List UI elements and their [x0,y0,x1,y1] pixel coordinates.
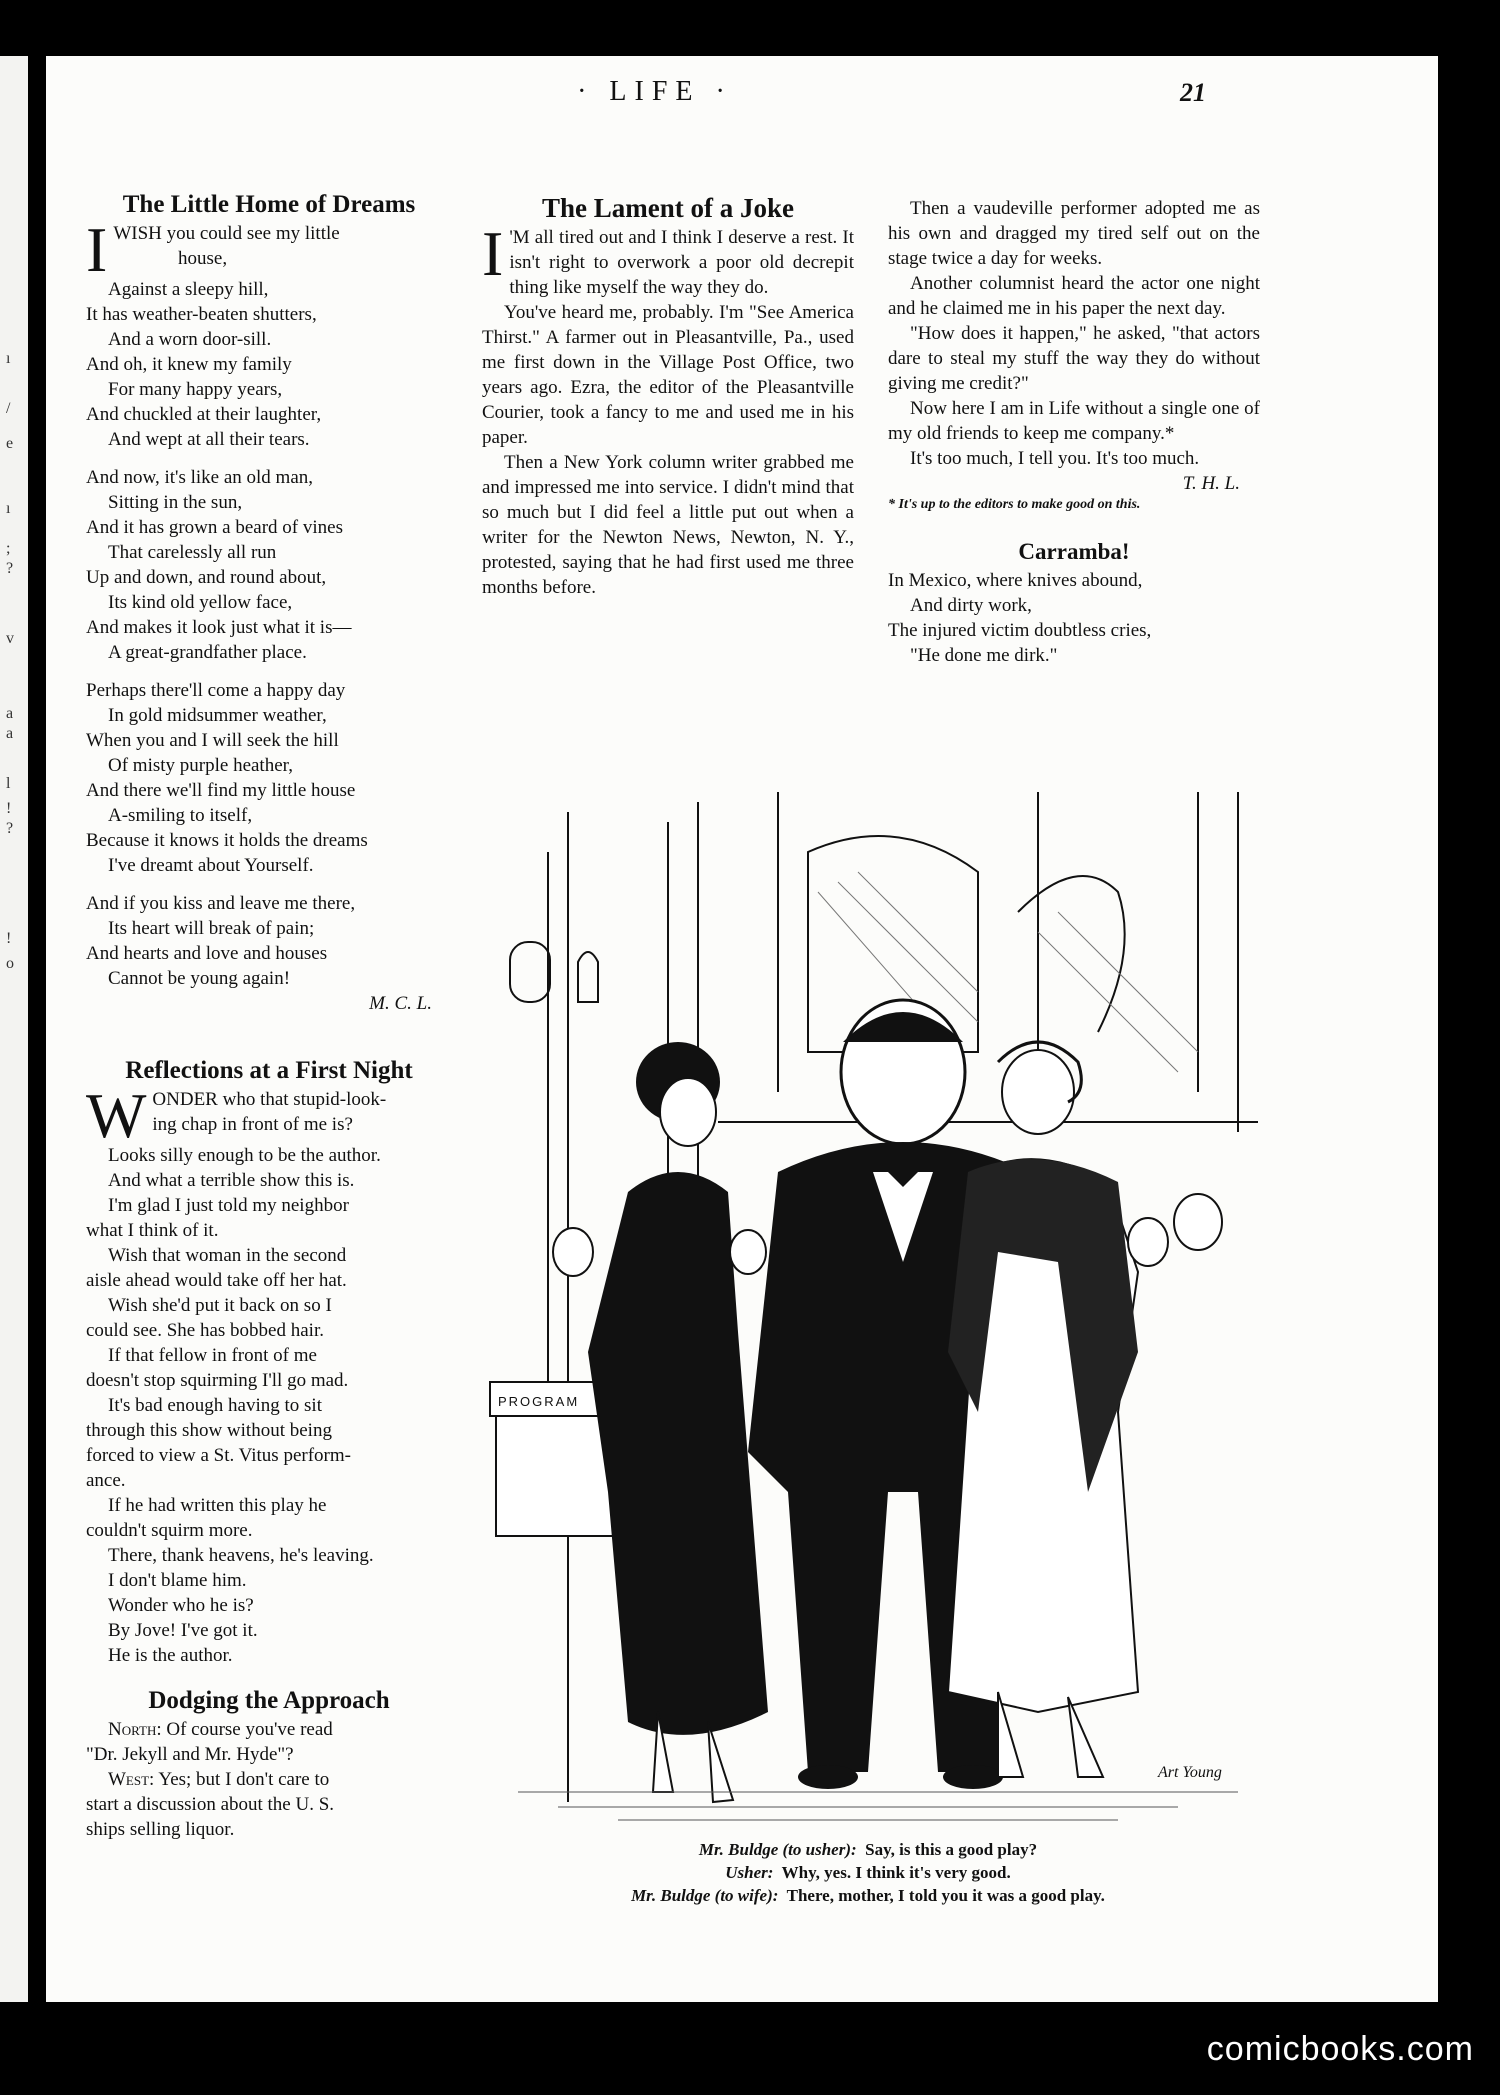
adjacent-page-strip [0,56,28,2002]
lament-paragraph: "How does it happen," he asked, "that actors dare to steal my stuff the way they do without giving me credit?" [888,323,1260,394]
text-line: And what a terrible show this is. [108,1170,355,1191]
cartoon-illustration [478,792,1258,1830]
caption-speaker: Mr. Buldge (to usher): [698,1840,857,1859]
text-line: ing chap in front of me is? [152,1114,353,1135]
page-number: 21 [1180,78,1206,107]
text-line: I don't blame him. [108,1570,247,1591]
poem-line: Its heart will break of pain; [108,918,315,939]
lament-title: The Lament of a Joke [542,193,794,223]
text-line: through this show without being [86,1420,332,1441]
poem-line: In gold midsummer weather, [108,705,327,726]
caption-speaker: Mr. Buldge (to wife): [631,1886,779,1905]
poem-line: Up and down, and round about, [86,567,327,588]
poem-line: And dirty work, [910,595,1032,616]
text-line: Of course you've read [166,1719,333,1740]
lament-paragraph: Now here I am in Life without a single one of my old friends to keep me company.* [888,398,1260,444]
caption-text: There, mother, I told you it was a good play. [786,1886,1105,1905]
poem-stanza-2 [86,465,452,665]
poem-line: "He done me dirk." [910,645,1058,666]
site-watermark: comicbooks.com [1206,2030,1474,2068]
text-line: start a discussion about the U. S. [86,1794,335,1815]
text-line: could see. She has bobbed hair. [86,1320,324,1341]
speaker-west: West: [108,1769,155,1790]
lament-paragraph: Another columnist heard the actor one night and he claimed me in his paper the next day. [888,273,1260,319]
text-line: ONDER who that stupid-look- [152,1089,387,1110]
caption-text: Why, yes. I think it's very good. [781,1863,1011,1882]
text-line: Wish she'd put it back on so I [108,1295,332,1316]
program-label: PROGRAM [498,1394,580,1409]
reflections-title: Reflections at a First Night [125,1057,413,1084]
caption-line [478,1861,1258,1884]
strip-char: ? [6,820,14,837]
strip-char: a [6,725,14,742]
carramba-title: Carramba! [1018,539,1130,564]
poem-line: Cannot be young again! [108,968,291,989]
poem-line: Of misty purple heather, [108,755,293,776]
poem-stanza-3 [86,678,452,878]
strip-char: ı [6,350,11,367]
poem-line: For many happy years, [108,379,283,400]
poem-line: A-smiling to itself, [108,805,253,826]
text-line: Looks silly enough to be the author. [108,1145,381,1166]
poem-line: Its kind old yellow face, [108,592,293,613]
poem-line: And now, it's like an old man, [86,467,313,488]
text-line: ance. [86,1470,126,1491]
poem-line: And chuckled at their laughter, [86,404,322,425]
caption-speaker: Usher: [725,1863,774,1882]
text-line: aisle ahead would take off her hat. [86,1270,347,1291]
poem-line: And makes it look just what it is— [86,617,352,638]
poem-line: That carelessly all run [108,542,277,563]
caption-text: Say, is this a good play? [865,1840,1038,1859]
poem-line: And if you kiss and leave me there, [86,893,356,914]
poem-line: Because it knows it holds the dreams [86,830,368,851]
strip-char: ; [6,540,11,557]
poem-stanza-4 [86,891,452,991]
strip-char: o [6,955,14,972]
text-line: By Jove! I've got it. [108,1620,258,1641]
poem-line: It has weather-beaten shutters, [86,304,317,325]
poem-line: The injured victim doubtless cries, [888,620,1152,641]
poem-line: In Mexico, where knives abound, [888,570,1143,591]
right-column [888,196,1260,668]
poem-line: When you and I will seek the hill [86,730,339,751]
lament-paragraph: Then a New York column writer grabbed me and impressed me into service. I didn't mind that so much but I did feel a little put out when a writer for the Newton News, Newton, N. Y., protested, saying that he had first used me three months before. [482,452,854,598]
poem-line: And oh, it knew my family [86,354,292,375]
poem-body [86,214,452,1016]
drop-cap: W [86,1080,147,1151]
strip-char: ! [6,930,12,947]
poem-line: And wept at all their tears. [108,429,310,450]
speaker-north: North: [108,1719,162,1740]
reflections-body [86,1080,452,1668]
strip-char: ? [6,560,14,577]
poem-line: house, [178,248,228,269]
strip-char: e [6,435,14,452]
text-line: ships selling liquor. [86,1819,235,1840]
text-line: There, thank heavens, he's leaving. [108,1545,374,1566]
poem-line: Perhaps there'll come a happy day [86,680,346,701]
strip-char: / [6,400,11,417]
poem-line: Sitting in the sun, [108,492,243,513]
poem-signature: M. C. L. [369,993,432,1014]
lament-paragraph: It's too much, I tell you. It's too much. [910,448,1200,469]
text-line: Yes; but I don't care to [158,1769,330,1790]
text-line: It's bad enough having to sit [108,1395,322,1416]
poem-line: And there we'll find my little house [86,780,356,801]
strip-char: ı [6,500,11,517]
middle-column [482,193,854,600]
lament-signature: T. H. L. [1182,473,1240,494]
poem-line: WISH you could see my little [113,223,340,244]
text-line: If he had written this play he [108,1495,327,1516]
running-header-title: · LIFE · [577,76,733,107]
poem-title: The Little Home of Dreams [122,191,416,218]
text-line: doesn't stop squirming I'll go mad. [86,1370,349,1391]
poem-line: I've dreamt about Yourself. [108,855,314,876]
poem-line: And hearts and love and houses [86,943,328,964]
drop-cap: I [482,218,504,289]
strip-char: l [6,775,11,792]
poem-line: And it has grown a beard of vines [86,517,343,538]
poem-line: And a worn door-sill. [108,329,272,350]
text-line: "Dr. Jekyll and Mr. Hyde"? [86,1744,294,1765]
caption-line [478,1884,1258,1907]
lament-paragraph: 'M all tired out and I think I deserve a rest. It isn't right to overwork a poor old decrepit thing like myself the way they do. [509,227,854,298]
strip-char: ! [6,800,12,817]
text-line: forced to view a St. Vitus perform- [86,1445,351,1466]
lament-paragraph: Then a vaudeville performer adopted me as his own and dragged my tired self out on the stage twice a day for weeks. [888,198,1260,269]
dodging-body [86,1717,452,1842]
poem-line: A great-grandfather place. [108,642,307,663]
cartoon-caption [478,1838,1258,1907]
text-line: Wish that woman in the second [108,1245,347,1266]
caption-line [478,1838,1258,1861]
left-column [86,192,452,1842]
strip-char: a [6,705,14,722]
lament-footnote: * It's up to the editors to make good on this. [888,497,1141,512]
text-line: I'm glad I just told my neighbor [108,1195,349,1216]
text-line: what I think of it. [86,1220,219,1241]
text-line: Wonder who he is? [108,1595,254,1616]
artist-signature: Art Young [1158,1764,1222,1781]
poem-line: Against a sleepy hill, [108,279,269,300]
text-line: couldn't squirm more. [86,1520,253,1541]
text-line: If that fellow in front of me [108,1345,317,1366]
strip-char: v [6,630,14,647]
dodging-title: Dodging the Approach [148,1687,390,1714]
drop-cap: I [86,214,108,285]
text-line: He is the author. [108,1645,233,1666]
poem-stanza-1 [86,214,452,452]
lament-paragraph: You've heard me, probably. I'm "See America Thirst." A farmer out in Pleasantville, Pa., used me first down in the Village Post Office, two years ago. Ezra, the editor of the Pleasantville Courier, took a fancy to me and used me in his paper. [482,302,854,448]
